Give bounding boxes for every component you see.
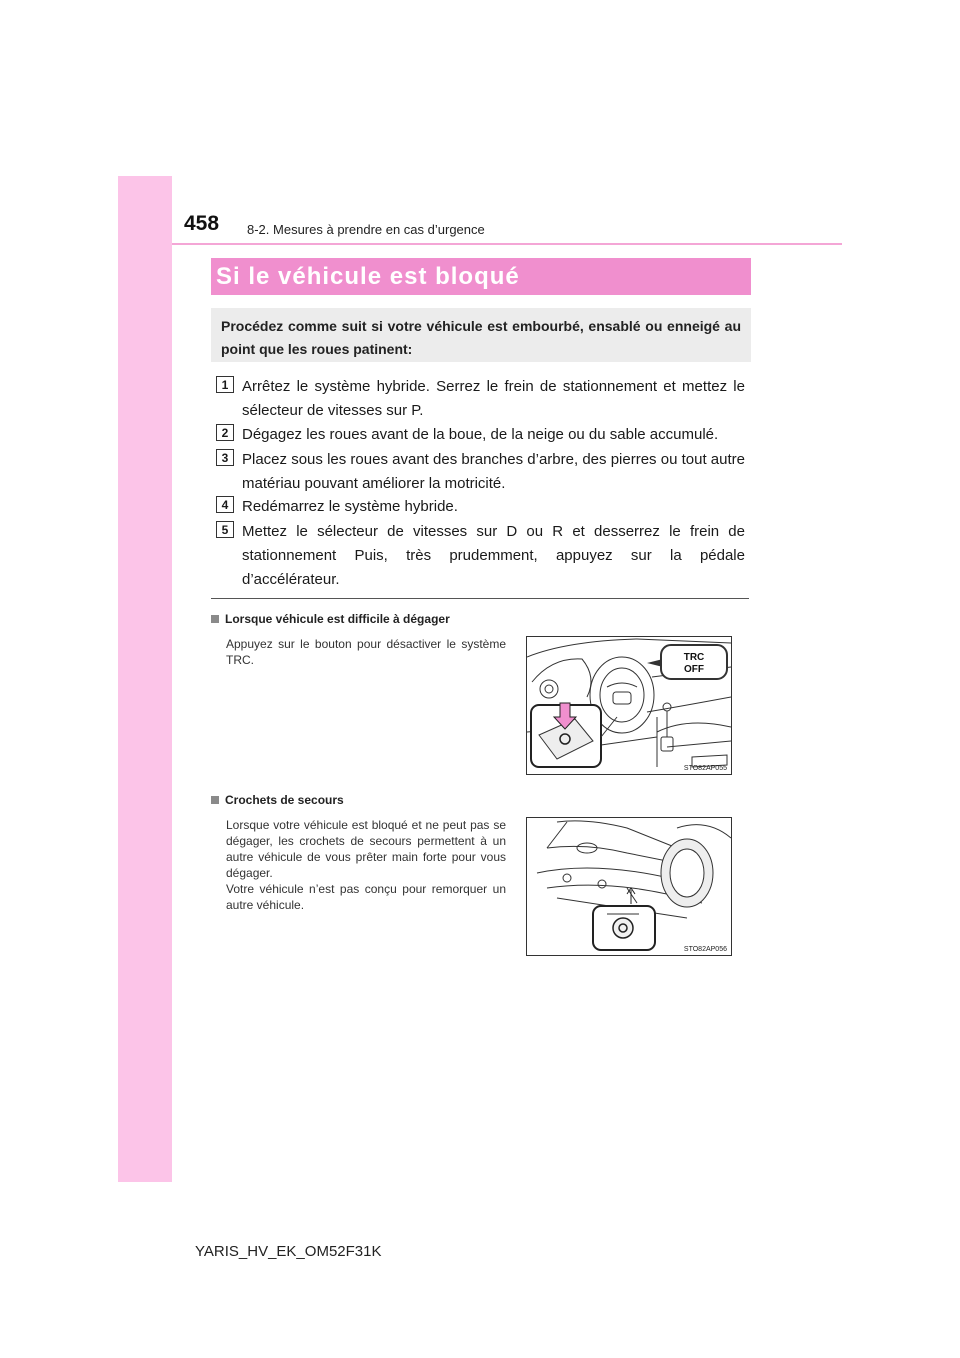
step-text-1: Arrêtez le système hybride. Serrez le frein de stationnement et mettez le sélecteur de vitesses sur P. <box>242 378 745 419</box>
step-text-4: Redémarrez le système hybride. <box>242 498 458 515</box>
page-number: 458 <box>184 212 220 235</box>
page-title: Si le véhicule est bloqué <box>211 258 751 295</box>
figure-recovery-hooks <box>526 817 732 956</box>
figure-code-1: STO82AP055 <box>683 765 727 772</box>
note-heading-text: Crochets de secours <box>225 793 344 807</box>
note-heading-trc <box>211 612 450 626</box>
step-number-5: 5 <box>216 521 234 538</box>
square-bullet-icon <box>211 615 219 623</box>
square-bullet-icon <box>211 796 219 804</box>
note-heading-hooks <box>211 793 344 807</box>
figure-code-2: STO82AP056 <box>683 946 727 953</box>
callout-line-2: OFF <box>684 664 704 675</box>
note-text-trc: Appuyez sur le bouton pour désactiver le système TRC. <box>226 637 506 667</box>
callout-line-1: TRC <box>683 652 705 663</box>
vehicle-underside-illustration <box>527 818 731 955</box>
dashboard-illustration <box>527 637 731 774</box>
step-number-2: 2 <box>216 424 234 441</box>
figure-trc-off-button <box>526 636 732 775</box>
step-number-4: 4 <box>216 496 234 513</box>
intro-box: Procédez comme suit si votre véhicule est embourbé, ensablé ou enneigé au point que les roues patinent: <box>211 308 751 362</box>
step-text-2: Dégagez les roues avant de la boue, de la neige ou du sable accumulé. <box>242 426 719 443</box>
section-title: 8-2. Mesures à prendre en cas d’urgence <box>247 222 485 237</box>
step-text-3: Placez sous les roues avant des branches d’arbre, des pierres ou tout autre matériau pouvant améliorer la motricité. <box>242 451 745 492</box>
step-text-5: Mettez le sélecteur de vitesses sur D ou R et desserrez le frein de stationnement Puis, très prudemment, appuyez sur la pédale d’accélérateur. <box>242 523 745 588</box>
note-text-hooks: Lorsque votre véhicule est bloqué et ne peut pas se dégager, les crochets de secours permettent à un autre véhicule de vous prêter main forte pour vous dégager. Votre véhicule n’est pas conçu pour remorquer un autre véhicule. <box>226 818 506 912</box>
note-heading-text: Lorsque véhicule est difficile à dégager <box>225 612 450 626</box>
side-color-band <box>118 176 172 1182</box>
document-footer: YARIS_HV_EK_OM52F31K <box>195 1243 382 1260</box>
step-number-3: 3 <box>216 449 234 466</box>
section-divider <box>211 598 749 599</box>
step-number-1: 1 <box>216 376 234 393</box>
header-rule <box>172 243 842 245</box>
